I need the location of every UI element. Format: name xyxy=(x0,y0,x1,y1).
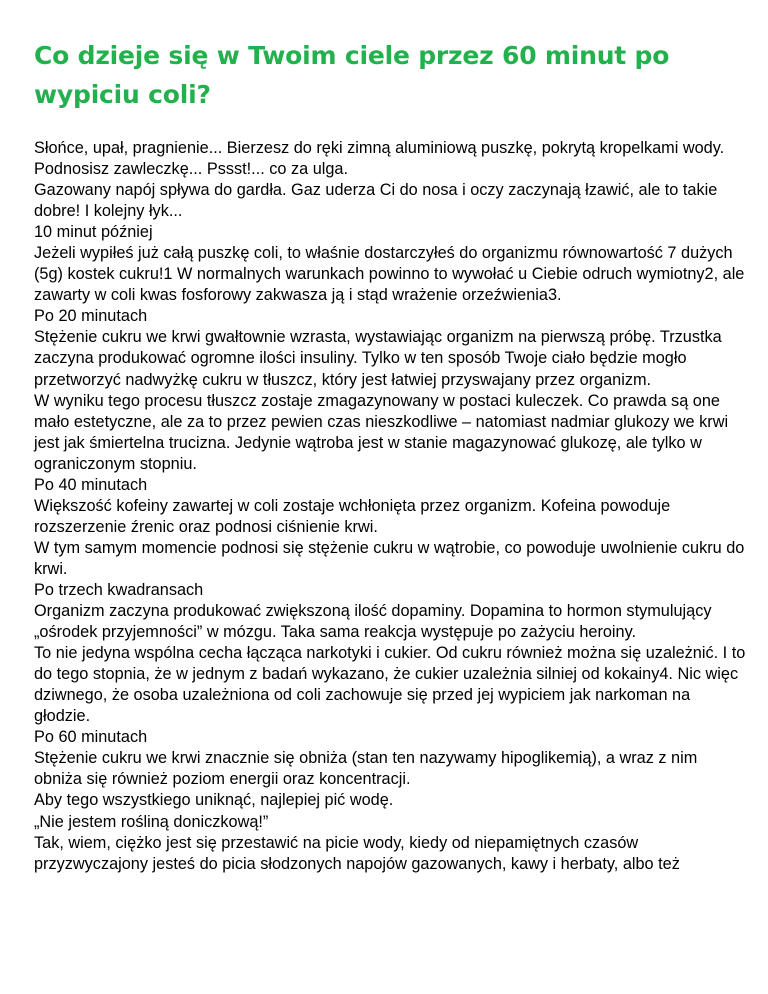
paragraph: Większość kofeiny zawartej w coli zostaje wchłonięta przez organizm. Kofeina powoduje rozszerzenie źrenic oraz podnosi ciśnienie krwi. xyxy=(34,496,671,536)
paragraph: Organizm zaczyna produkować zwiększoną ilość dopaminy. Dopamina to hormon stymulujący „ośrodek przyjemności” w mózgu. Taka sama reakcja występuje po zażyciu heroiny. xyxy=(34,602,712,642)
document-title: Co dzieje się w Twoim ciele przez 60 minut po wypiciu coli? xyxy=(34,41,670,109)
document-body xyxy=(34,138,746,875)
paragraph: Gazowany napój spływa do gardła. Gaz uderza Ci do nosa i oczy zaczynają łzawić, ale to takie dobre! I kolejny łyk... xyxy=(34,181,718,221)
section-heading: 10 minut później xyxy=(34,223,153,242)
paragraph: Stężenie cukru we krwi gwałtownie wzrasta, wystawiając organizm na pierwszą próbę. Trzustka zaczyna produkować ogromne ilości insuliny. Tylko w ten sposób Twoje ciało będzie mogło przetworzyć nadwyżkę cukru w tłuszcz, który jest łatwiej przyswajany przez organizm. xyxy=(34,328,722,389)
paragraph: W wyniku tego procesu tłuszcz zostaje zmagazynowany w postaci kuleczek. Co prawda są one mało estetyczne, ale za to przez pewien czas nieszkodliwe – natomiast nadmiar glukozy we krwi jest jak śmiertelna trucizna. Jedynie wątroba jest w stanie magazynować glukozę, ale tylko w ograniczonym stopniu. xyxy=(34,391,729,473)
paragraph: Tak, wiem, ciężko jest się przestawić na picie wody, kiedy od niepamiętnych czasów przyzwyczajony jesteś do picia słodzonych napojów gazowanych, kawy i herbaty, albo też xyxy=(34,833,680,873)
paragraph: To nie jedyna wspólna cecha łącząca narkotyki i cukier. Od cukru również można się uzależnić. I to do tego stopnia, że w jednym z badań wykazano, że cukier uzależnia silniej od kokainy4. Nic więc dziwnego, że osoba uzależniona od coli zachowuje się przed jej wypiciem jak narkoman na głodzie. xyxy=(34,644,746,726)
paragraph: W tym samym momencie podnosi się stężenie cukru w wątrobie, co powoduje uwolnienie cukru do krwi. xyxy=(34,538,745,578)
section-heading: Po 60 minutach xyxy=(34,728,148,747)
quote-heading: „Nie jestem rośliną doniczkową!” xyxy=(34,812,269,831)
paragraph: Aby tego wszystkiego uniknąć, najlepiej pić wodę. xyxy=(34,791,394,810)
section-heading: Po 20 minutach xyxy=(34,307,148,326)
document-page xyxy=(34,36,746,875)
section-heading: Po 40 minutach xyxy=(34,475,148,494)
section-heading: Po trzech kwadransach xyxy=(34,580,204,599)
paragraph: Stężenie cukru we krwi znacznie się obniża (stan ten nazywamy hipoglikemią), a wraz z nim obniża się również poziom energii oraz koncentracji. xyxy=(34,749,698,789)
paragraph: Jeżeli wypiłeś już całą puszkę coli, to właśnie dostarczyłeś do organizmu równowartość 7 dużych (5g) kostek cukru!1 W normalnych warunkach powinno to wywołać u Ciebie odruch wymiotny2, ale zawarty w coli kwas fosforowy zakwasza ją i stąd wrażenie orzeźwienia3. xyxy=(34,244,745,305)
paragraph: Słońce, upał, pragnienie... Bierzesz do ręki zimną aluminiową puszkę, pokrytą kropelkami wody. Podnosisz zawleczkę... Pssst!... co za ulga. xyxy=(34,139,725,179)
